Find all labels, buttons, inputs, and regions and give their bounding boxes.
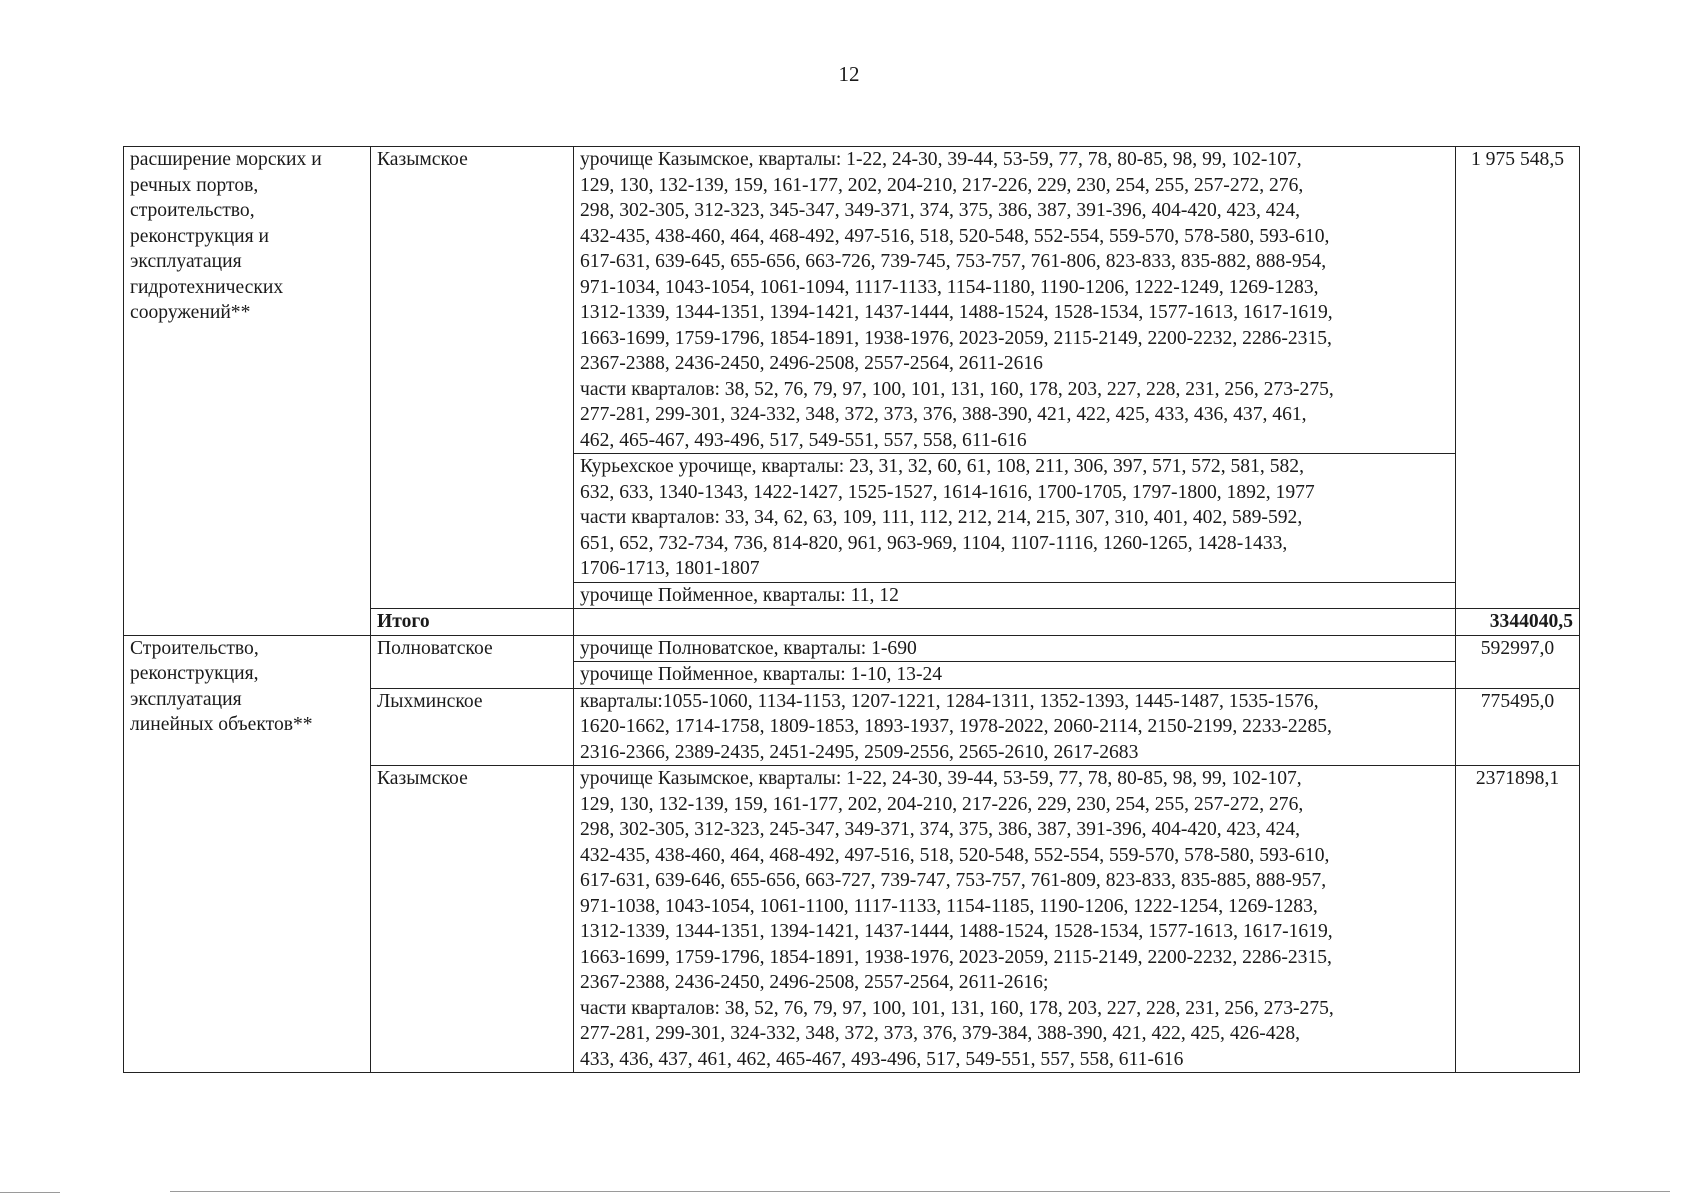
activity-line: реконструкция,: [130, 663, 259, 684]
location-line: 617-631, 639-646, 655-656, 663-727, 739-747, 753-757, 761-809, 823-833, 835-885, 888-957,: [580, 870, 1327, 891]
location-line: 651, 652, 732-734, 736, 814-820, 961, 963-969, 1104, 1107-1116, 1260-1265, 1428-1433,: [580, 532, 1288, 554]
forestry-name-cell: Полноватское: [371, 635, 574, 688]
location-cell: [574, 454, 1456, 583]
activity-line: эксплуатация: [130, 688, 242, 710]
location-line: урочище Пойменное, кварталы: 11, 12: [580, 584, 899, 606]
location-line: 277-281, 299-301, 324-332, 348, 372, 373, 376, 388-390, 421, 422, 425, 433, 436, 437, 461,: [580, 404, 1307, 425]
location-line: 433, 436, 437, 461, 462, 465-467, 493-496, 517, 549-551, 557, 558, 611-616: [580, 1048, 1184, 1070]
forestry-name-cell: Казымское: [371, 766, 574, 1073]
total-value: 3344040,5: [1456, 609, 1580, 636]
activity-line: гидротехнических: [130, 276, 284, 298]
forestry-name-cell: Лыхминское: [371, 688, 574, 766]
table-row: [124, 147, 1580, 454]
activity-line: линейных объектов**: [130, 714, 313, 735]
activity-type-cell: [124, 635, 371, 1073]
location-line: 2367-2388, 2436-2450, 2496-2508, 2557-2564, 2611-2616: [580, 353, 1043, 374]
location-line: 1663-1699, 1759-1796, 1854-1891, 1938-1976, 2023-2059, 2115-2149, 2200-2232, 2286-2315,: [580, 327, 1332, 349]
location-line: 277-281, 299-301, 324-332, 348, 372, 373, 376, 379-384, 388-390, 421, 422, 425, 426-428,: [580, 1023, 1301, 1044]
location-line: части кварталов: 38, 52, 76, 79, 97, 100, 101, 131, 160, 178, 203, 227, 228, 231, 256, 273-275,: [580, 997, 1334, 1019]
area-cell: 775495,0: [1456, 688, 1580, 766]
location-line: Курьехское урочище, кварталы: 23, 31, 32, 60, 61, 108, 211, 306, 397, 571, 572, 581, 582,: [580, 456, 1304, 477]
location-line: 617-631, 639-645, 655-656, 663-726, 739-745, 753-757, 761-806, 823-833, 835-882, 888-954,: [580, 251, 1327, 272]
location-line: 1706-1713, 1801-1807: [580, 558, 760, 579]
location-line: 1312-1339, 1344-1351, 1394-1421, 1437-1444, 1488-1524, 1528-1534, 1577-1613, 1617-1619,: [580, 921, 1333, 942]
activity-line: речных портов,: [130, 174, 259, 196]
location-line: 298, 302-305, 312-323, 245-347, 349-371, 374, 375, 386, 387, 391-396, 404-420, 423, 424,: [580, 819, 1301, 840]
location-line: 462, 465-467, 493-496, 517, 549-551, 557, 558, 611-616: [580, 429, 1027, 451]
location-cell: [574, 662, 1456, 689]
activity-line: сооружений**: [130, 302, 251, 323]
location-cell: [574, 582, 1456, 609]
scan-edge-line: [0, 1192, 60, 1193]
empty-cell: [574, 609, 1456, 636]
location-line: 298, 302-305, 312-323, 345-347, 349-371, 374, 375, 386, 387, 391-396, 404-420, 423, 424,: [580, 200, 1301, 221]
area-cell: 1 975 548,5: [1456, 147, 1580, 609]
total-label: Итого: [371, 609, 574, 636]
location-line: 129, 130, 132-139, 159, 161-177, 202, 204-210, 217-226, 229, 230, 254, 255, 257-272, 276,: [580, 793, 1304, 815]
location-line: урочище Казымское, кварталы: 1-22, 24-30, 39-44, 53-59, 77, 78, 80-85, 98, 99, 102-107,: [580, 768, 1302, 789]
location-line: урочище Полноватское, кварталы: 1-690: [580, 637, 917, 659]
activity-line: реконструкция и: [130, 225, 270, 247]
location-cell: [574, 766, 1456, 1073]
area-cell: 592997,0: [1456, 635, 1580, 688]
location-line: 432-435, 438-460, 464, 468-492, 497-516, 518, 520-548, 552-554, 559-570, 578-580, 593-610,: [580, 225, 1330, 247]
table-row: [124, 635, 1580, 662]
location-line: 971-1034, 1043-1054, 1061-1094, 1117-1133, 1154-1180, 1190-1206, 1222-1249, 1269-1283,: [580, 276, 1319, 298]
location-line: 1620-1662, 1714-1758, 1809-1853, 1893-1937, 1978-2022, 2060-2114, 2150-2199, 2233-2285,: [580, 716, 1332, 737]
page-number: 12: [838, 62, 860, 86]
location-line: 432-435, 438-460, 464, 468-492, 497-516, 518, 520-548, 552-554, 559-570, 578-580, 593-610,: [580, 844, 1330, 866]
location-line: урочище Казымское, кварталы: 1-22, 24-30, 39-44, 53-59, 77, 78, 80-85, 98, 99, 102-107,: [580, 149, 1302, 170]
location-line: 1312-1339, 1344-1351, 1394-1421, 1437-1444, 1488-1524, 1528-1534, 1577-1613, 1617-1619,: [580, 302, 1333, 323]
location-line: 2367-2388, 2436-2450, 2496-2508, 2557-2564, 2611-2616;: [580, 972, 1049, 993]
scan-edge-line: [170, 1191, 1670, 1192]
location-line: кварталы:1055-1060, 1134-1153, 1207-1221, 1284-1311, 1352-1393, 1445-1487, 1535-1576,: [580, 690, 1319, 712]
location-line: 632, 633, 1340-1343, 1422-1427, 1525-1527, 1614-1616, 1700-1705, 1797-1800, 1892, 1977: [580, 481, 1315, 503]
location-line: 1663-1699, 1759-1796, 1854-1891, 1938-1976, 2023-2059, 2115-2149, 2200-2232, 2286-2315,: [580, 946, 1332, 968]
activity-line: строительство,: [130, 200, 255, 221]
activity-line: расширение морских и: [130, 149, 322, 170]
location-cell: [574, 147, 1456, 454]
activity-line: эксплуатация: [130, 251, 242, 272]
location-cell: [574, 635, 1456, 662]
location-line: 971-1038, 1043-1054, 1061-1100, 1117-1133, 1154-1185, 1190-1206, 1222-1254, 1269-1283,: [580, 895, 1318, 917]
area-cell: 2371898,1: [1456, 766, 1580, 1073]
location-line: 2316-2366, 2389-2435, 2451-2495, 2509-2556, 2565-2610, 2617-2683: [580, 741, 1139, 763]
forest-use-table: [123, 146, 1580, 1073]
activity-type-cell: [124, 147, 371, 636]
location-line: части кварталов: 33, 34, 62, 63, 109, 111, 112, 212, 214, 215, 307, 310, 401, 402, 589-592,: [580, 507, 1303, 528]
forestry-name-cell: Казымское: [371, 147, 574, 609]
location-line: части кварталов: 38, 52, 76, 79, 97, 100, 101, 131, 160, 178, 203, 227, 228, 231, 256, 273-275,: [580, 378, 1334, 400]
activity-line: Строительство,: [130, 637, 259, 659]
location-line: 129, 130, 132-139, 159, 161-177, 202, 204-210, 217-226, 229, 230, 254, 255, 257-272, 276,: [580, 174, 1304, 196]
location-cell: [574, 688, 1456, 766]
location-line: урочище Пойменное, кварталы: 1-10, 13-24: [580, 664, 943, 685]
